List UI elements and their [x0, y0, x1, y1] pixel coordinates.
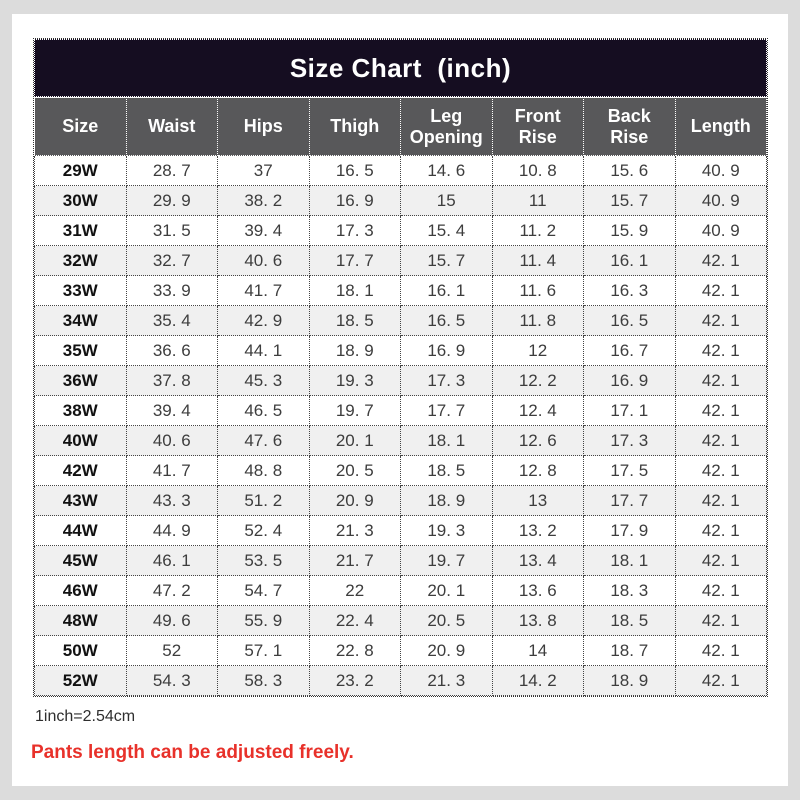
value-cell: 49. 6	[126, 606, 218, 636]
value-cell: 18. 7	[584, 636, 676, 666]
size-cell: 36W	[35, 366, 127, 396]
value-cell: 13. 6	[492, 576, 584, 606]
table-row	[35, 636, 767, 666]
value-cell: 37	[218, 156, 310, 186]
value-cell: 21. 3	[309, 516, 401, 546]
value-cell: 16. 5	[309, 156, 401, 186]
value-cell: 39. 4	[218, 216, 310, 246]
value-cell: 16. 1	[584, 246, 676, 276]
table-row	[35, 396, 767, 426]
value-cell: 40. 9	[675, 216, 767, 246]
header-row	[35, 98, 767, 156]
value-cell: 17. 1	[584, 396, 676, 426]
value-cell: 22. 8	[309, 636, 401, 666]
value-cell: 15. 6	[584, 156, 676, 186]
value-cell: 14	[492, 636, 584, 666]
size-cell: 45W	[35, 546, 127, 576]
value-cell: 16. 5	[401, 306, 493, 336]
value-cell: 15	[401, 186, 493, 216]
value-cell: 15. 9	[584, 216, 676, 246]
value-cell: 16. 9	[309, 186, 401, 216]
value-cell: 20. 9	[309, 486, 401, 516]
value-cell: 33. 9	[126, 276, 218, 306]
value-cell: 21. 3	[401, 666, 493, 696]
table-row	[35, 426, 767, 456]
value-cell: 40. 6	[126, 426, 218, 456]
size-cell: 44W	[35, 516, 127, 546]
value-cell: 15. 7	[584, 186, 676, 216]
table-body	[35, 156, 767, 696]
value-cell: 18. 1	[584, 546, 676, 576]
value-cell: 17. 3	[401, 366, 493, 396]
chart-title: Size Chart (inch)	[289, 52, 512, 83]
size-cell: 38W	[35, 396, 127, 426]
size-cell: 50W	[35, 636, 127, 666]
value-cell: 21. 7	[309, 546, 401, 576]
pants-length-note: Pants length can be adjusted freely.	[31, 742, 354, 763]
value-cell: 42. 1	[675, 546, 767, 576]
size-cell: 42W	[35, 456, 127, 486]
value-cell: 12	[492, 336, 584, 366]
value-cell: 40. 9	[675, 186, 767, 216]
value-cell: 46. 1	[126, 546, 218, 576]
value-cell: 37. 8	[126, 366, 218, 396]
value-cell: 11. 6	[492, 276, 584, 306]
column-header: Back Rise	[584, 98, 676, 156]
value-cell: 20. 1	[309, 426, 401, 456]
value-cell: 57. 1	[218, 636, 310, 666]
value-cell: 12. 8	[492, 456, 584, 486]
value-cell: 16. 9	[584, 366, 676, 396]
value-cell: 31. 5	[126, 216, 218, 246]
column-header: Thigh	[309, 98, 401, 156]
value-cell: 17. 7	[309, 246, 401, 276]
value-cell: 11. 2	[492, 216, 584, 246]
value-cell: 47. 2	[126, 576, 218, 606]
value-cell: 47. 6	[218, 426, 310, 456]
size-cell: 33W	[35, 276, 127, 306]
value-cell: 16. 5	[584, 306, 676, 336]
value-cell: 42. 1	[675, 666, 767, 696]
value-cell: 16. 7	[584, 336, 676, 366]
column-header: Waist	[126, 98, 218, 156]
value-cell: 42. 1	[675, 576, 767, 606]
chart-title-bar	[34, 39, 767, 97]
table-row	[35, 246, 767, 276]
value-cell: 23. 2	[309, 666, 401, 696]
value-cell: 52	[126, 636, 218, 666]
value-cell: 42. 1	[675, 456, 767, 486]
value-cell: 18. 1	[401, 426, 493, 456]
value-cell: 18. 9	[309, 336, 401, 366]
table-row	[35, 546, 767, 576]
table-row	[35, 606, 767, 636]
value-cell: 41. 7	[218, 276, 310, 306]
value-cell: 15. 4	[401, 216, 493, 246]
value-cell: 36. 6	[126, 336, 218, 366]
table-row	[35, 276, 767, 306]
value-cell: 48. 8	[218, 456, 310, 486]
value-cell: 44. 9	[126, 516, 218, 546]
value-cell: 16. 9	[401, 336, 493, 366]
value-cell: 17. 3	[309, 216, 401, 246]
size-cell: 52W	[35, 666, 127, 696]
table-header	[35, 98, 767, 156]
value-cell: 53. 5	[218, 546, 310, 576]
size-cell: 29W	[35, 156, 127, 186]
value-cell: 10. 8	[492, 156, 584, 186]
value-cell: 46. 5	[218, 396, 310, 426]
table-row	[35, 516, 767, 546]
value-cell: 22. 4	[309, 606, 401, 636]
column-header: Hips	[218, 98, 310, 156]
column-header: Length	[675, 98, 767, 156]
value-cell: 35. 4	[126, 306, 218, 336]
value-cell: 18. 9	[401, 486, 493, 516]
unit-conversion-note: 1inch=2.54cm	[35, 708, 136, 725]
size-chart-table-container	[33, 38, 768, 697]
value-cell: 12. 2	[492, 366, 584, 396]
size-table	[34, 97, 767, 696]
value-cell: 13	[492, 486, 584, 516]
value-cell: 19. 3	[309, 366, 401, 396]
value-cell: 42. 1	[675, 516, 767, 546]
size-cell: 40W	[35, 426, 127, 456]
value-cell: 18. 3	[584, 576, 676, 606]
column-header: Leg Opening	[401, 98, 493, 156]
value-cell: 43. 3	[126, 486, 218, 516]
value-cell: 17. 5	[584, 456, 676, 486]
value-cell: 12. 4	[492, 396, 584, 426]
value-cell: 18. 1	[309, 276, 401, 306]
value-cell: 13. 4	[492, 546, 584, 576]
value-cell: 42. 1	[675, 246, 767, 276]
value-cell: 13. 2	[492, 516, 584, 546]
value-cell: 14. 6	[401, 156, 493, 186]
table-row	[35, 336, 767, 366]
table-row	[35, 666, 767, 696]
value-cell: 42. 1	[675, 636, 767, 666]
size-cell: 32W	[35, 246, 127, 276]
value-cell: 58. 3	[218, 666, 310, 696]
column-header: Front Rise	[492, 98, 584, 156]
value-cell: 16. 3	[584, 276, 676, 306]
size-cell: 31W	[35, 216, 127, 246]
value-cell: 18. 5	[584, 606, 676, 636]
table-row	[35, 216, 767, 246]
value-cell: 13. 8	[492, 606, 584, 636]
value-cell: 18. 5	[401, 456, 493, 486]
value-cell: 28. 7	[126, 156, 218, 186]
table-row	[35, 156, 767, 186]
value-cell: 17. 3	[584, 426, 676, 456]
value-cell: 11	[492, 186, 584, 216]
value-cell: 42. 1	[675, 486, 767, 516]
value-cell: 45. 3	[218, 366, 310, 396]
value-cell: 42. 1	[675, 426, 767, 456]
value-cell: 42. 1	[675, 336, 767, 366]
value-cell: 32. 7	[126, 246, 218, 276]
value-cell: 17. 7	[584, 486, 676, 516]
value-cell: 20. 1	[401, 576, 493, 606]
value-cell: 16. 1	[401, 276, 493, 306]
table-row	[35, 456, 767, 486]
value-cell: 17. 9	[584, 516, 676, 546]
column-header: Size	[35, 98, 127, 156]
value-cell: 11. 4	[492, 246, 584, 276]
value-cell: 17. 7	[401, 396, 493, 426]
value-cell: 20. 5	[309, 456, 401, 486]
value-cell: 42. 1	[675, 276, 767, 306]
value-cell: 42. 1	[675, 366, 767, 396]
value-cell: 42. 1	[675, 606, 767, 636]
table-row	[35, 306, 767, 336]
size-cell: 30W	[35, 186, 127, 216]
value-cell: 29. 9	[126, 186, 218, 216]
value-cell: 42. 1	[675, 306, 767, 336]
size-cell: 46W	[35, 576, 127, 606]
value-cell: 19. 7	[309, 396, 401, 426]
value-cell: 39. 4	[126, 396, 218, 426]
value-cell: 20. 9	[401, 636, 493, 666]
value-cell: 51. 2	[218, 486, 310, 516]
value-cell: 12. 6	[492, 426, 584, 456]
value-cell: 54. 7	[218, 576, 310, 606]
value-cell: 40. 6	[218, 246, 310, 276]
size-cell: 35W	[35, 336, 127, 366]
value-cell: 38. 2	[218, 186, 310, 216]
value-cell: 14. 2	[492, 666, 584, 696]
value-cell: 18. 5	[309, 306, 401, 336]
value-cell: 19. 7	[401, 546, 493, 576]
value-cell: 22	[309, 576, 401, 606]
size-cell: 48W	[35, 606, 127, 636]
value-cell: 42. 9	[218, 306, 310, 336]
value-cell: 44. 1	[218, 336, 310, 366]
table-row	[35, 186, 767, 216]
size-cell: 34W	[35, 306, 127, 336]
value-cell: 54. 3	[126, 666, 218, 696]
value-cell: 55. 9	[218, 606, 310, 636]
value-cell: 40. 9	[675, 156, 767, 186]
value-cell: 42. 1	[675, 396, 767, 426]
value-cell: 11. 8	[492, 306, 584, 336]
table-row	[35, 576, 767, 606]
value-cell: 20. 5	[401, 606, 493, 636]
size-cell: 43W	[35, 486, 127, 516]
value-cell: 41. 7	[126, 456, 218, 486]
size-chart-card	[12, 14, 788, 786]
value-cell: 15. 7	[401, 246, 493, 276]
value-cell: 52. 4	[218, 516, 310, 546]
table-row	[35, 366, 767, 396]
value-cell: 18. 9	[584, 666, 676, 696]
table-row	[35, 486, 767, 516]
value-cell: 19. 3	[401, 516, 493, 546]
